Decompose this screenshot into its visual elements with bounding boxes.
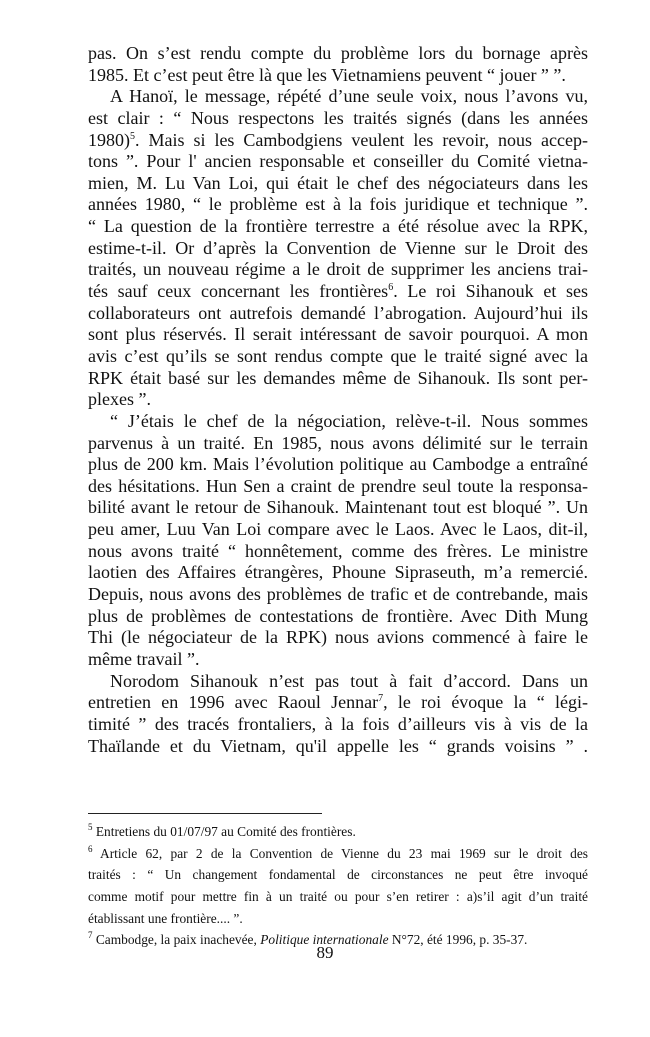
body-line [88, 454, 588, 476]
body-line [88, 43, 588, 65]
body-line [88, 519, 588, 541]
body-line [88, 216, 588, 238]
text-run: RPK était basé sur les demandes même de Sihanouk. Ils sont per- [88, 367, 588, 388]
body-line [88, 65, 588, 87]
body-line [88, 281, 588, 303]
text-run: Thaïlande et du Vietnam, qu'il appelle les “ grands voisins ” . [88, 735, 588, 756]
footnotes [88, 823, 588, 953]
text-run: laotien des Affaires étrangères, Phoune Sipraseuth, m’a remercié. [88, 562, 588, 583]
text-run: , le roi évoque la “ légi- [383, 692, 588, 713]
body-line [88, 303, 588, 325]
body-line [88, 627, 588, 649]
text-run: nous avons traité “ honnêtement, comme des frères. Le ministre [88, 540, 588, 561]
body-line [88, 692, 588, 714]
text-run: parvenus à un traité. En 1985, nous avons délimité sur le terrain [88, 432, 588, 453]
footnote-reference: 5 [130, 130, 135, 142]
body-line [88, 130, 588, 152]
body-line [88, 671, 588, 693]
text-run: même travail ”. [88, 648, 200, 669]
text-run: A Hanoï, le message, répété d’une seule voix, nous l’avons vu, [110, 86, 588, 107]
body-line [88, 86, 588, 108]
body-line [88, 606, 588, 628]
text-run: des hésitations. Hun Sen a craint de prendre seul toute la responsa- [88, 475, 588, 496]
text-run: . Mais si les Cambodgiens veulent les revoir, nous accep- [135, 129, 588, 150]
text-run: bilité avant le retour de Sihanouk. Maintenant tout est bloqué ”. Un [88, 497, 588, 518]
footnote-separator [88, 813, 322, 814]
body-line [88, 173, 588, 195]
text-run: “ La question de la frontière terrestre a été résolue avec la RPK, [88, 216, 588, 237]
text-run: Cambodge, la paix inachevée, [92, 932, 261, 948]
body-line [88, 736, 588, 758]
page-number: 89 [316, 943, 334, 962]
body-line [88, 238, 588, 260]
body-line [88, 476, 588, 498]
text-run: plus de 200 km. Mais l’évolution politique au Cambodge a entraîné [88, 454, 588, 475]
footnote-line [88, 910, 588, 932]
body-text [88, 43, 588, 757]
footnote-line [88, 823, 588, 845]
text-run: 1980) [88, 129, 130, 150]
text-run: entretien en 1996 avec Raoul Jennar [88, 692, 379, 713]
text-run: est clair : “ Nous respectons les traités signés (dans les années [88, 107, 588, 128]
text-run: traités : “ Un changement fondamental de circonstances ne peut être invoqué [88, 867, 588, 883]
body-line [88, 541, 588, 563]
italic-title: Politique internationale [260, 932, 389, 948]
text-run: avis c’est qu’ils se sont rendus compte que le traité signé avec la [88, 345, 588, 366]
text-run: sont plus réservés. Il serait intéressant de savoir pourquoi. A mon [88, 324, 588, 345]
footnote-line [88, 866, 588, 888]
body-line [88, 151, 588, 173]
text-run: “ J’étais le chef de la négociation, relève-t-il. Nous sommes [110, 410, 588, 431]
footnote-reference: 7 [88, 930, 93, 941]
body-line [88, 389, 588, 411]
text-run: 1985. Et c’est peut être là que les Vietnamiens peuvent “ jouer ” ”. [88, 64, 566, 85]
body-line [88, 108, 588, 130]
text-run: Entretiens du 01/07/97 au Comité des frontières. [92, 824, 356, 839]
text-run: établissant une frontière.... ”. [88, 910, 243, 926]
footnote-reference: 6 [88, 843, 93, 854]
text-run: tons ”. Pour l' ancien responsable et conseiller du Comité vietna- [88, 151, 588, 172]
body-line [88, 497, 588, 519]
text-run: estime-t-il. Or d’après la Convention de Vienne sur le Droit des [88, 237, 588, 258]
body-line [88, 259, 588, 281]
text-run: Depuis, nous avons des problèmes de trafic et de contrebande, mais [88, 584, 588, 605]
body-line [88, 346, 588, 368]
text-run: tés sauf ceux concernant les frontières [88, 281, 389, 302]
footnote-reference: 7 [378, 693, 384, 705]
text-run: traités, un nouveau régime a le droit de supprimer les anciens trai- [88, 259, 588, 280]
text-run: Thi (le négociateur de la RPK) nous avions commencé à faire le [88, 627, 588, 648]
text-run: plexes ”. [88, 389, 151, 410]
text-run: Norodom Sihanouk n’est pas tout à fait d’accord. Dans un [110, 670, 588, 691]
body-line [88, 324, 588, 346]
text-run: années 1980, “ le problème est à la fois juridique et technique ”. [88, 194, 588, 215]
text-run: collaborateurs ont autrefois demandé l’abrogation. Aujourd’hui ils [88, 302, 588, 323]
body-line [88, 411, 588, 433]
text-run: N°72, été 1996, p. 35-37. [388, 932, 528, 948]
footnote-line [88, 888, 588, 910]
body-line [88, 194, 588, 216]
text-run: plus de problèmes de contestations de frontière. Avec Dith Mung [88, 605, 588, 626]
text-run: peu amer, Luu Van Loi compare avec le Laos. Avec le Laos, dit-il, [88, 519, 588, 540]
body-line [88, 714, 588, 736]
text-run: mien, M. Lu Van Loi, qui était le chef des négociateurs dans les [88, 172, 588, 193]
footnote-line [88, 845, 588, 867]
text-run: . Le roi Sihanouk et ses [393, 281, 588, 302]
footnote-reference: 5 [88, 822, 93, 832]
text-run: Article 62, par 2 de la Convention de Vienne du 23 mai 1969 sur le droit des [92, 845, 588, 861]
body-line [88, 368, 588, 390]
text-run: timité ” des tracés frontaliers, à la fois d’ailleurs vis à vis de la [88, 713, 588, 734]
body-line [88, 562, 588, 584]
text-run: comme motif pour mettre fin à un traité ou pour s’en retirer : a)s’il agit d’un traité [88, 888, 588, 904]
body-line [88, 649, 588, 671]
body-line [88, 433, 588, 455]
footnote-reference: 6 [388, 282, 394, 294]
body-line [88, 584, 588, 606]
text-run: pas. On s’est rendu compte du problème lors du bornage après [88, 43, 588, 63]
